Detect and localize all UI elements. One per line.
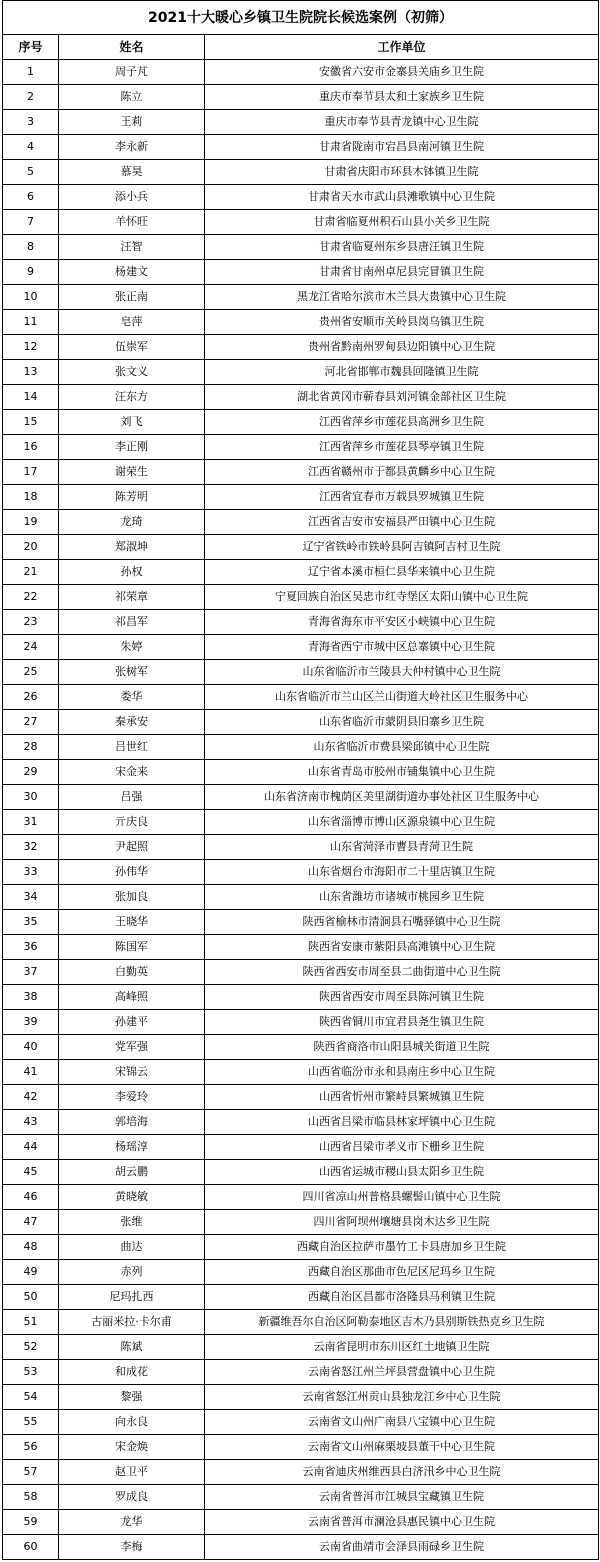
column-header-workplace: 工作单位: [205, 35, 599, 60]
row-workplace-cell: 甘肃省甘南州卓尼县完冒镇卫生院: [205, 260, 599, 285]
candidate-table: [2, 0, 599, 1560]
row-name-cell: 谢荣生: [59, 460, 205, 485]
row-workplace-cell: 云南省文山州广南县八宝镇中心卫生院: [205, 1410, 599, 1435]
row-workplace-cell: 山西省吕梁市孝义市下栅乡卫生院: [205, 1135, 599, 1160]
row-name-cell: 张树军: [59, 660, 205, 685]
row-workplace-cell: 山东省烟台市海阳市二十里店镇卫生院: [205, 860, 599, 885]
table-row: [3, 460, 599, 485]
row-name-cell: 龙琦: [59, 510, 205, 535]
row-name-cell: 慕昊: [59, 160, 205, 185]
row-index-cell: 31: [3, 810, 59, 835]
row-name-cell: 杨瑶淳: [59, 1135, 205, 1160]
row-workplace-cell: 云南省普洱市澜沧县惠民镇中心卫生院: [205, 1510, 599, 1535]
row-index-cell: 58: [3, 1485, 59, 1510]
row-index-cell: 23: [3, 610, 59, 635]
row-name-cell: 宋金焕: [59, 1435, 205, 1460]
row-name-cell: 陈国军: [59, 935, 205, 960]
row-name-cell: 孙伟华: [59, 860, 205, 885]
table-row: [3, 635, 599, 660]
row-workplace-cell: 贵州省安顺市关岭县岗乌镇卫生院: [205, 310, 599, 335]
table-row: [3, 60, 599, 85]
row-name-cell: 汪东方: [59, 385, 205, 410]
row-workplace-cell: 甘肃省陇南市宕昌县南河镇卫生院: [205, 135, 599, 160]
row-workplace-cell: 云南省迪庆州维西县白济汛乡中心卫生院: [205, 1460, 599, 1485]
row-index-cell: 6: [3, 185, 59, 210]
table-row: [3, 1060, 599, 1085]
row-name-cell: 皂萍: [59, 310, 205, 335]
table-body: [3, 60, 599, 1560]
table-row: [3, 860, 599, 885]
row-index-cell: 16: [3, 435, 59, 460]
table-row: [3, 735, 599, 760]
row-workplace-cell: 山东省临沂市费县梁邱镇中心卫生院: [205, 735, 599, 760]
table-row: [3, 1160, 599, 1185]
row-name-cell: 胡云鹏: [59, 1160, 205, 1185]
row-workplace-cell: 山西省吕梁市临县林家坪镇中心卫生院: [205, 1110, 599, 1135]
table-row: [3, 1010, 599, 1035]
row-name-cell: 陈斌: [59, 1335, 205, 1360]
table-row: [3, 210, 599, 235]
row-name-cell: 杨建文: [59, 260, 205, 285]
table-row: [3, 1410, 599, 1435]
row-workplace-cell: 山西省运城市稷山县太阳乡卫生院: [205, 1160, 599, 1185]
row-name-cell: 黎强: [59, 1385, 205, 1410]
table-row: [3, 935, 599, 960]
table-row: [3, 510, 599, 535]
table-row: [3, 110, 599, 135]
row-workplace-cell: 江西省萍乡市莲花县高洲乡卫生院: [205, 410, 599, 435]
row-index-cell: 15: [3, 410, 59, 435]
row-workplace-cell: 甘肃省临夏州东乡县唐汪镇卫生院: [205, 235, 599, 260]
row-index-cell: 51: [3, 1310, 59, 1335]
row-workplace-cell: 甘肃省庆阳市环县木钵镇卫生院: [205, 160, 599, 185]
table-row: [3, 235, 599, 260]
table-row: [3, 1435, 599, 1460]
row-index-cell: 11: [3, 310, 59, 335]
row-name-cell: 赤列: [59, 1260, 205, 1285]
table-row: [3, 1185, 599, 1210]
row-workplace-cell: 四川省凉山州普格县螺髻山镇中心卫生院: [205, 1185, 599, 1210]
table-row: [3, 1285, 599, 1310]
row-workplace-cell: 辽宁省本溪市桓仁县华来镇中心卫生院: [205, 560, 599, 585]
table-row: [3, 185, 599, 210]
row-index-cell: 13: [3, 360, 59, 385]
row-name-cell: 陈芳明: [59, 485, 205, 510]
table-row: [3, 485, 599, 510]
row-workplace-cell: 重庆市奉节县青龙镇中心卫生院: [205, 110, 599, 135]
row-workplace-cell: 陕西省安康市紫阳县高滩镇中心卫生院: [205, 935, 599, 960]
row-index-cell: 59: [3, 1510, 59, 1535]
row-index-cell: 19: [3, 510, 59, 535]
row-workplace-cell: 陕西省铜川市宜君县尧生镇卫生院: [205, 1010, 599, 1035]
row-name-cell: 吕强: [59, 785, 205, 810]
row-index-cell: 25: [3, 660, 59, 685]
row-name-cell: 古丽米拉·卡尔甫: [59, 1310, 205, 1335]
row-name-cell: 党军强: [59, 1035, 205, 1060]
row-index-cell: 26: [3, 685, 59, 710]
table-row: [3, 285, 599, 310]
row-workplace-cell: 山东省淄博市博山区源泉镇中心卫生院: [205, 810, 599, 835]
table-row: [3, 1485, 599, 1510]
row-workplace-cell: 陕西省西安市周至县陈河镇卫生院: [205, 985, 599, 1010]
table-row: [3, 985, 599, 1010]
row-workplace-cell: 江西省吉安市安福县严田镇中心卫生院: [205, 510, 599, 535]
row-index-cell: 53: [3, 1360, 59, 1385]
table-row: [3, 1085, 599, 1110]
table-row: [3, 1135, 599, 1160]
row-index-cell: 2: [3, 85, 59, 110]
row-workplace-cell: 青海省海东市平安区小峡镇中心卫生院: [205, 610, 599, 635]
row-index-cell: 60: [3, 1535, 59, 1560]
row-index-cell: 55: [3, 1410, 59, 1435]
row-index-cell: 12: [3, 335, 59, 360]
row-name-cell: 汪智: [59, 235, 205, 260]
row-index-cell: 18: [3, 485, 59, 510]
row-workplace-cell: 黑龙江省哈尔滨市木兰县大贵镇中心卫生院: [205, 285, 599, 310]
row-name-cell: 尼玛扎西: [59, 1285, 205, 1310]
row-workplace-cell: 陕西省西安市周至县二曲街道中心卫生院: [205, 960, 599, 985]
row-workplace-cell: 西藏自治区拉萨市墨竹工卡县唐加乡卫生院: [205, 1235, 599, 1260]
row-index-cell: 48: [3, 1235, 59, 1260]
table-row: [3, 760, 599, 785]
row-name-cell: 添小兵: [59, 185, 205, 210]
row-name-cell: 宋锦云: [59, 1060, 205, 1085]
row-workplace-cell: 山西省临汾市永和县南庄乡中心卫生院: [205, 1060, 599, 1085]
row-index-cell: 32: [3, 835, 59, 860]
row-name-cell: 和成花: [59, 1360, 205, 1385]
table-row: [3, 1110, 599, 1135]
table-row: [3, 135, 599, 160]
row-name-cell: 朱婷: [59, 635, 205, 660]
column-header-name: 姓名: [59, 35, 205, 60]
row-name-cell: 张维: [59, 1210, 205, 1235]
table-row: [3, 385, 599, 410]
row-index-cell: 5: [3, 160, 59, 185]
row-name-cell: 宋金来: [59, 760, 205, 785]
table-row: [3, 610, 599, 635]
row-name-cell: 秦承安: [59, 710, 205, 735]
row-workplace-cell: 河北省邯郸市魏县回隆镇卫生院: [205, 360, 599, 385]
row-workplace-cell: 山东省潍坊市诸城市桃园乡卫生院: [205, 885, 599, 910]
row-index-cell: 27: [3, 710, 59, 735]
row-name-cell: 王莉: [59, 110, 205, 135]
table-row: [3, 310, 599, 335]
table-row: [3, 810, 599, 835]
row-name-cell: 尹起照: [59, 835, 205, 860]
row-name-cell: 李永新: [59, 135, 205, 160]
row-name-cell: 亓庆良: [59, 810, 205, 835]
row-name-cell: 刘飞: [59, 410, 205, 435]
row-workplace-cell: 新疆维吾尔自治区阿勒泰地区吉木乃县别斯铁热克乡卫生院: [205, 1310, 599, 1335]
table-row: [3, 535, 599, 560]
row-index-cell: 24: [3, 635, 59, 660]
row-workplace-cell: 云南省曲靖市会泽县雨碌乡卫生院: [205, 1535, 599, 1560]
table-row: [3, 1210, 599, 1235]
row-name-cell: 龙华: [59, 1510, 205, 1535]
row-name-cell: 李梅: [59, 1535, 205, 1560]
row-workplace-cell: 山东省临沂市兰陵县大仲村镇中心卫生院: [205, 660, 599, 685]
row-index-cell: 17: [3, 460, 59, 485]
table-title: 2021十大暖心乡镇卫生院院长候选案例（初筛）: [3, 1, 599, 35]
row-name-cell: 张文义: [59, 360, 205, 385]
row-workplace-cell: 青海省西宁市城中区总寨镇中心卫生院: [205, 635, 599, 660]
table-row: [3, 1385, 599, 1410]
table-row: [3, 160, 599, 185]
row-index-cell: 36: [3, 935, 59, 960]
row-name-cell: 郑淑坤: [59, 535, 205, 560]
row-index-cell: 21: [3, 560, 59, 585]
row-index-cell: 40: [3, 1035, 59, 1060]
row-workplace-cell: 云南省怒江州兰坪县营盘镇中心卫生院: [205, 1360, 599, 1385]
table-row: [3, 960, 599, 985]
row-name-cell: 孙建平: [59, 1010, 205, 1035]
row-index-cell: 50: [3, 1285, 59, 1310]
table-row: [3, 85, 599, 110]
row-workplace-cell: 山东省菏泽市曹县青菏卫生院: [205, 835, 599, 860]
row-index-cell: 47: [3, 1210, 59, 1235]
row-index-cell: 33: [3, 860, 59, 885]
row-index-cell: 54: [3, 1385, 59, 1410]
row-name-cell: 黄晓敏: [59, 1185, 205, 1210]
row-name-cell: 张加良: [59, 885, 205, 910]
row-workplace-cell: 陕西省商洛市山阳县城关街道卫生院: [205, 1035, 599, 1060]
row-index-cell: 22: [3, 585, 59, 610]
row-index-cell: 10: [3, 285, 59, 310]
table-row: [3, 710, 599, 735]
row-name-cell: 祁昌军: [59, 610, 205, 635]
table-row: [3, 1035, 599, 1060]
row-workplace-cell: 重庆市奉节县太和土家族乡卫生院: [205, 85, 599, 110]
table-row: [3, 335, 599, 360]
row-index-cell: 14: [3, 385, 59, 410]
row-index-cell: 56: [3, 1435, 59, 1460]
row-name-cell: 赵卫平: [59, 1460, 205, 1485]
row-name-cell: 娄华: [59, 685, 205, 710]
row-index-cell: 1: [3, 60, 59, 85]
row-workplace-cell: 山西省忻州市繁峙县繁城镇卫生院: [205, 1085, 599, 1110]
row-name-cell: 郭培海: [59, 1110, 205, 1135]
row-workplace-cell: 江西省萍乡市莲花县琴亭镇卫生院: [205, 435, 599, 460]
row-index-cell: 44: [3, 1135, 59, 1160]
row-workplace-cell: 云南省怒江州贡山县独龙江乡中心卫生院: [205, 1385, 599, 1410]
row-index-cell: 38: [3, 985, 59, 1010]
row-workplace-cell: 陕西省榆林市清涧县石嘴驿镇中心卫生院: [205, 910, 599, 935]
row-index-cell: 42: [3, 1085, 59, 1110]
table-row: [3, 1510, 599, 1535]
row-index-cell: 39: [3, 1010, 59, 1035]
row-name-cell: 孙权: [59, 560, 205, 585]
title-row: [3, 1, 599, 35]
row-workplace-cell: 宁夏回族自治区吴忠市红寺堡区太阳山镇中心卫生院: [205, 585, 599, 610]
table-row: [3, 910, 599, 935]
row-name-cell: 王晓华: [59, 910, 205, 935]
table-row: [3, 1360, 599, 1385]
row-name-cell: 祁荣章: [59, 585, 205, 610]
row-workplace-cell: 甘肃省天水市武山县滩歌镇中心卫生院: [205, 185, 599, 210]
row-index-cell: 30: [3, 785, 59, 810]
row-index-cell: 4: [3, 135, 59, 160]
row-workplace-cell: 山东省青岛市胶州市铺集镇中心卫生院: [205, 760, 599, 785]
table-row: [3, 685, 599, 710]
row-name-cell: 吕世红: [59, 735, 205, 760]
row-name-cell: 白勤英: [59, 960, 205, 985]
row-name-cell: 向永良: [59, 1410, 205, 1435]
row-name-cell: 高峰照: [59, 985, 205, 1010]
row-name-cell: 陈立: [59, 85, 205, 110]
table-row: [3, 660, 599, 685]
row-workplace-cell: 云南省昆明市东川区红土地镇卫生院: [205, 1335, 599, 1360]
table-row: [3, 410, 599, 435]
row-name-cell: 李正刚: [59, 435, 205, 460]
row-workplace-cell: 安徽省六安市金寨县关庙乡卫生院: [205, 60, 599, 85]
table-row: [3, 885, 599, 910]
row-name-cell: 羊怀旺: [59, 210, 205, 235]
row-index-cell: 28: [3, 735, 59, 760]
row-workplace-cell: 山东省临沂市兰山区兰山街道大岭社区卫生服务中心: [205, 685, 599, 710]
row-index-cell: 7: [3, 210, 59, 235]
row-index-cell: 34: [3, 885, 59, 910]
table-row: [3, 1460, 599, 1485]
row-workplace-cell: 西藏自治区那曲市色尼区尼玛乡卫生院: [205, 1260, 599, 1285]
row-index-cell: 41: [3, 1060, 59, 1085]
table-row: [3, 835, 599, 860]
row-index-cell: 8: [3, 235, 59, 260]
table-row: [3, 560, 599, 585]
row-workplace-cell: 云南省文山州麻栗坡县董干中心卫生院: [205, 1435, 599, 1460]
row-index-cell: 49: [3, 1260, 59, 1285]
table-row: [3, 1235, 599, 1260]
column-header-index: 序号: [3, 35, 59, 60]
row-index-cell: 29: [3, 760, 59, 785]
row-index-cell: 37: [3, 960, 59, 985]
table-row: [3, 1535, 599, 1560]
row-index-cell: 9: [3, 260, 59, 285]
row-name-cell: 张正南: [59, 285, 205, 310]
row-workplace-cell: 江西省宜春市万载县罗城镇卫生院: [205, 485, 599, 510]
row-index-cell: 20: [3, 535, 59, 560]
row-name-cell: 李爱玲: [59, 1085, 205, 1110]
row-index-cell: 52: [3, 1335, 59, 1360]
table-row: [3, 360, 599, 385]
table-row: [3, 260, 599, 285]
table-row: [3, 785, 599, 810]
row-workplace-cell: 西藏自治区昌都市洛隆县马利镇卫生院: [205, 1285, 599, 1310]
row-workplace-cell: 江西省赣州市于都县黄麟乡中心卫生院: [205, 460, 599, 485]
row-index-cell: 35: [3, 910, 59, 935]
row-name-cell: 周子芃: [59, 60, 205, 85]
row-index-cell: 45: [3, 1160, 59, 1185]
row-workplace-cell: 辽宁省铁岭市铁岭县阿吉镇阿吉村卫生院: [205, 535, 599, 560]
table-row: [3, 585, 599, 610]
row-index-cell: 46: [3, 1185, 59, 1210]
table-row: [3, 1310, 599, 1335]
row-name-cell: 罗成良: [59, 1485, 205, 1510]
row-workplace-cell: 山东省临沂市蒙阴县旧寨乡卫生院: [205, 710, 599, 735]
row-index-cell: 43: [3, 1110, 59, 1135]
row-workplace-cell: 四川省阿坝州壤塘县岗木达乡卫生院: [205, 1210, 599, 1235]
table-row: [3, 1260, 599, 1285]
row-workplace-cell: 贵州省黔南州罗甸县边阳镇中心卫生院: [205, 335, 599, 360]
row-index-cell: 57: [3, 1460, 59, 1485]
row-workplace-cell: 湖北省黄冈市蕲春县刘河镇金部社区卫生院: [205, 385, 599, 410]
table-row: [3, 435, 599, 460]
row-name-cell: 曲达: [59, 1235, 205, 1260]
row-workplace-cell: 云南省普洱市江城县宝藏镇卫生院: [205, 1485, 599, 1510]
row-name-cell: 伍崇军: [59, 335, 205, 360]
header-row: [3, 35, 599, 60]
row-workplace-cell: 甘肃省临夏州积石山县小关乡卫生院: [205, 210, 599, 235]
table-row: [3, 1335, 599, 1360]
row-index-cell: 3: [3, 110, 59, 135]
row-workplace-cell: 山东省济南市槐荫区美里湖街道办事处社区卫生服务中心: [205, 785, 599, 810]
